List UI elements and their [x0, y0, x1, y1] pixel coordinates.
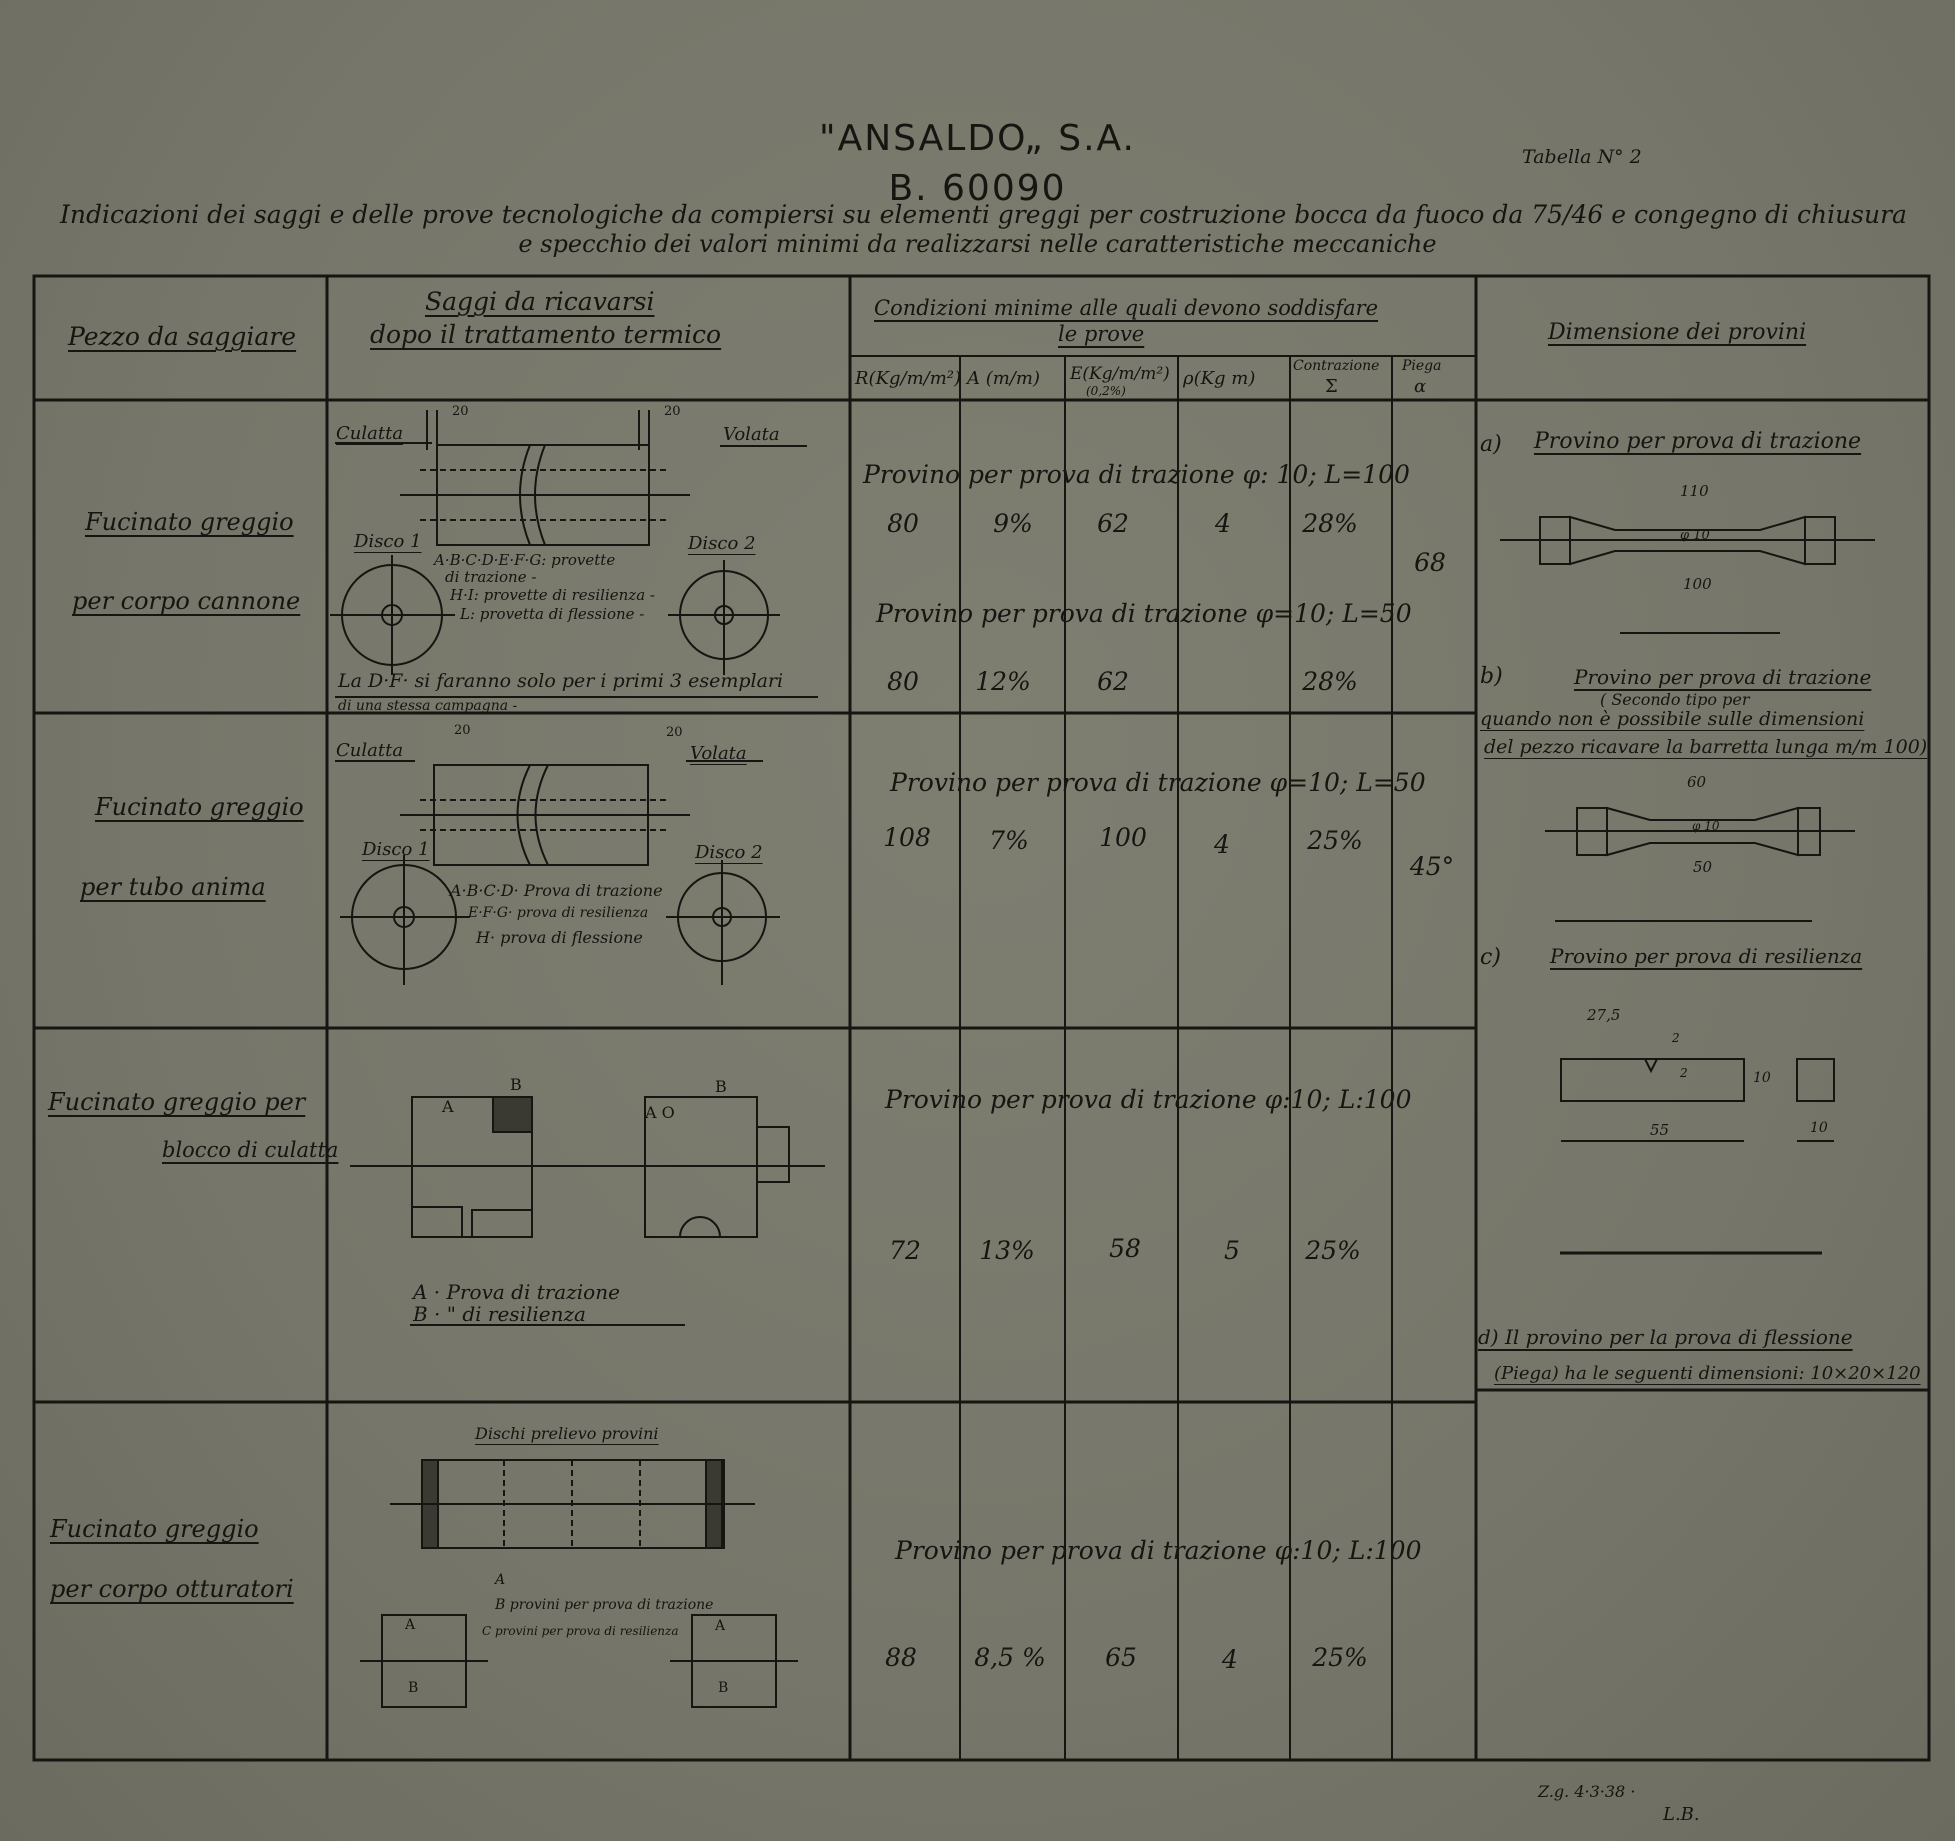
spec-a-dim-10: φ 10: [1680, 528, 1710, 543]
col-header-alpha: α: [1414, 376, 1427, 397]
disco1-label-2: Disco 1: [362, 839, 430, 860]
spec-c-dim-10a: 10: [1753, 1070, 1771, 1086]
row-1-piega: 68: [1414, 548, 1446, 577]
spec-b-dim-10: φ 10: [1692, 819, 1720, 833]
row-1-note-2: di trazione -: [445, 568, 537, 586]
row-2-contr: 25%: [1307, 826, 1363, 855]
spec-c-dim-55: 55: [1650, 1121, 1670, 1139]
header-pezzo: Pezzo da saggiare: [68, 322, 297, 351]
drawing-code: B. 60090: [888, 168, 1067, 209]
spec-c-dim-2a: 2: [1672, 1031, 1680, 1045]
row-3-label-1: Fucinato greggio per: [48, 1088, 306, 1116]
row-4-label-2: per corpo otturatori: [50, 1575, 294, 1603]
disco2-label-1: Disco 2: [688, 533, 756, 554]
row-3-a: 13%: [979, 1236, 1035, 1265]
spec-b-title: Provino per prova di trazione: [1574, 665, 1872, 689]
spec-a-dim-110: 110: [1680, 482, 1709, 500]
row-1-r-1: 80: [887, 509, 919, 538]
row-1-note-3: H·I: provette di resilienza -: [450, 586, 655, 604]
row-4-box-b-1: B: [408, 1680, 419, 1696]
row-2-note-3: H· prova di flessione: [476, 928, 643, 947]
row-2-provino: Provino per prova di trazione φ=10; L=50: [890, 768, 1426, 797]
col-header-piega: Piega: [1402, 358, 1442, 374]
row-1-provino-1: Provino per prova di trazione φ: 10; L=100: [863, 460, 1410, 489]
footer-note: Z.g. 4·3·38 ·: [1538, 1782, 1636, 1801]
spec-b-line-1: ( Secondo tipo per: [1600, 690, 1750, 709]
dim-20-right-1: 20: [664, 404, 681, 419]
dim-20-right-2: 20: [666, 725, 683, 740]
row-2-note-1: A·B·C·D· Prova di trazione: [450, 881, 663, 900]
spec-a-letter: a): [1480, 432, 1502, 457]
col-header-e: E(Kg/m/m²): [1070, 364, 1170, 384]
row-2-e: 100: [1099, 823, 1147, 852]
description-line-1: Indicazioni dei saggi e delle prove tecnologiche da compiersi su elementi greggi per costruzione bocca da fuoco da 75/46 e congegno di chiusura: [60, 200, 1907, 229]
row-4-provino: Provino per prova di trazione φ:10; L:100: [895, 1536, 1422, 1565]
row-3-e: 58: [1109, 1234, 1141, 1263]
row-1-note-4: L: provetta di flessione -: [460, 605, 645, 623]
table-number: Tabella N° 2: [1522, 146, 1642, 168]
footer-initials: L.B.: [1663, 1804, 1700, 1825]
volata-label-1: Volata: [723, 424, 780, 445]
culatta-label-2: Culatta: [336, 740, 404, 761]
col-header-rho: ρ(Kg m): [1183, 368, 1256, 389]
header-saggi-1: Saggi da ricavarsi: [425, 287, 655, 316]
row-3-ao-label: A O: [645, 1103, 675, 1122]
header-saggi-2: dopo il trattamento termico: [370, 320, 722, 349]
spec-b-letter: b): [1480, 664, 1503, 689]
row-1-r-2: 80: [887, 667, 919, 696]
row-1-contr-2: 28%: [1302, 667, 1358, 696]
spec-a-title: Provino per prova di trazione: [1534, 429, 1862, 454]
row-1-contr-1: 28%: [1302, 509, 1358, 538]
spec-c-letter: c): [1480, 945, 1501, 970]
row-1-provino-2: Provino per prova di trazione φ=10; L=50: [876, 599, 1412, 628]
header-condizioni-2: le prove: [1058, 322, 1145, 346]
description-line-2: e specchio dei valori minimi da realizzarsi nelle caratteristiche meccaniche: [518, 230, 1437, 258]
row-1-e-2: 62: [1097, 667, 1129, 696]
row-4-note-2: B provini per prova di trazione: [495, 1597, 714, 1613]
row-4-contr: 25%: [1312, 1643, 1368, 1672]
disco1-label-1: Disco 1: [354, 531, 422, 552]
row-1-rho-1: 4: [1215, 509, 1231, 538]
row-3-note-2: B · " di resilienza: [413, 1302, 586, 1326]
spec-b-line-3: del pezzo ricavare la barretta lunga m/m 100): [1484, 736, 1928, 758]
row-3-b-label-1: B: [510, 1075, 522, 1094]
company-name: "ANSALDO„ S.A.: [819, 118, 1136, 159]
spec-c-title: Provino per prova di resilienza: [1550, 944, 1863, 968]
row-2-rho: 4: [1214, 830, 1230, 859]
header-condizioni-1: Condizioni minime alle quali devono soddisfare: [874, 296, 1379, 320]
row-3-r: 72: [889, 1236, 921, 1265]
row-3-a-label: A: [442, 1097, 454, 1116]
row-4-a: 8,5 %: [974, 1643, 1046, 1672]
row-2-label-1: Fucinato greggio: [95, 793, 304, 821]
row-4-box-b-2: B: [718, 1680, 729, 1696]
row-2-a: 7%: [989, 826, 1029, 855]
culatta-label-1: Culatta: [336, 423, 404, 444]
col-header-sigma: Σ: [1325, 376, 1338, 397]
col-header-e-note: (0,2%): [1086, 384, 1126, 398]
spec-c-dim-2b: 2: [1680, 1066, 1688, 1080]
row-4-note-1: A: [495, 1572, 506, 1588]
row-4-e: 65: [1105, 1643, 1137, 1672]
spec-d-line-1: d) Il provino per la prova di flessione: [1478, 1325, 1853, 1349]
row-3-label-2: blocco di culatta: [162, 1138, 339, 1162]
spec-b-line-2: quando non è possibile sulle dimensioni: [1480, 708, 1865, 730]
col-header-r: R(Kg/m/m²): [855, 368, 962, 389]
volata-label-2: Volata: [690, 743, 747, 764]
row-4-box-a-2: A: [715, 1618, 726, 1634]
row-1-note-5: La D·F· si faranno solo per i primi 3 esemplari: [338, 670, 784, 692]
row-4-dischi-label: Dischi prelievo provini: [475, 1424, 659, 1443]
dim-20-left-2: 20: [454, 723, 471, 738]
row-3-rho: 5: [1224, 1236, 1240, 1265]
row-1-note-6: di una stessa campagna -: [338, 698, 518, 714]
row-3-note-1: A · Prova di trazione: [413, 1280, 620, 1304]
row-3-contr: 25%: [1305, 1236, 1361, 1265]
spec-b-dim-50: 50: [1693, 858, 1713, 876]
col-header-contrazione: Contrazione: [1293, 358, 1380, 374]
row-3-b-label-2: B: [715, 1077, 727, 1096]
disco2-label-2: Disco 2: [695, 842, 763, 863]
row-2-label-2: per tubo anima: [80, 873, 266, 901]
row-4-r: 88: [885, 1643, 917, 1672]
row-4-label-1: Fucinato greggio: [50, 1515, 259, 1543]
spec-d-line-2: (Piega) ha le seguenti dimensioni: 10×20×120: [1494, 1363, 1921, 1384]
spec-c-dim-275: 27,5: [1587, 1006, 1621, 1024]
spec-a-dim-100: 100: [1683, 575, 1712, 593]
row-4-box-a-1: A: [405, 1617, 416, 1633]
col-header-a: A (m/m): [967, 368, 1040, 389]
row-2-note-2: E·F·G· prova di resilienza: [468, 905, 649, 921]
row-1-a-1: 9%: [993, 509, 1033, 538]
row-1-note-1: A·B·C·D·E·F·G: provette: [434, 551, 616, 569]
row-1-e-1: 62: [1097, 509, 1129, 538]
dim-20-left-1: 20: [452, 404, 469, 419]
spec-c-dim-10b: 10: [1810, 1120, 1828, 1136]
row-4-note-3: C provini per prova di resilienza: [482, 1624, 679, 1638]
row-2-piega: 45°: [1409, 852, 1455, 881]
row-1-label-1: Fucinato greggio: [85, 508, 294, 536]
spec-b-dim-60: 60: [1687, 773, 1707, 791]
header-dimensione: Dimensione dei provini: [1548, 320, 1807, 345]
row-1-a-2: 12%: [975, 667, 1031, 696]
row-4-rho: 4: [1222, 1645, 1238, 1674]
row-2-r: 108: [883, 823, 931, 852]
row-3-provino: Provino per prova di trazione φ:10; L:100: [885, 1085, 1412, 1114]
row-1-label-2: per corpo cannone: [72, 587, 301, 615]
